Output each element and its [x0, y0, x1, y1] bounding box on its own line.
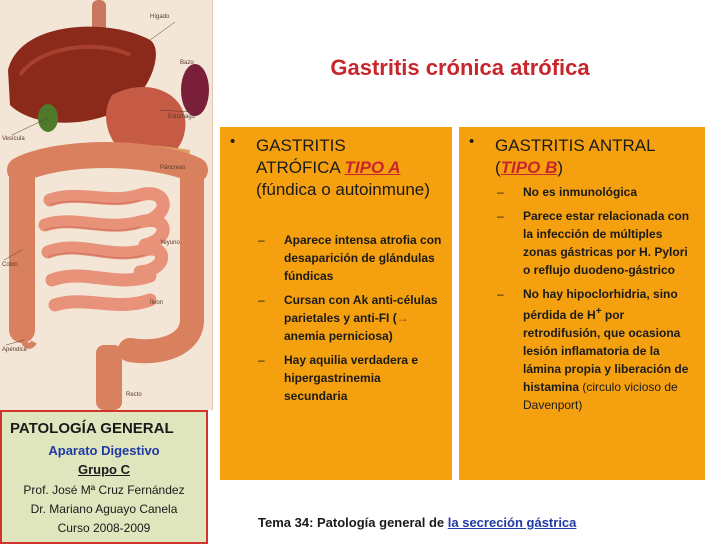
illustration-label: Apéndice: [2, 347, 28, 353]
list-item-text: No hay hipoclorhidria, sino pérdida de H: [523, 287, 678, 322]
panel-gastritis-tipo-a: [220, 127, 452, 480]
course-year: Curso 2008-2009: [57, 521, 151, 535]
heading-line: ATRÓFICA: [256, 158, 345, 177]
dash-icon: –: [258, 233, 265, 247]
slide-footer: [258, 515, 576, 530]
illustration-label: Recto: [126, 392, 142, 398]
dash-icon: –: [497, 209, 504, 223]
list-item-text: Parece estar relacionada con la infección de múltiples zonas gástricas por H. Pylori o reflujo duodeno-gástrico: [523, 209, 690, 277]
footer-text: Tema 34: Patología general de: [258, 515, 448, 530]
slide-title: Gastritis crónica atrófica: [330, 55, 590, 80]
illustration-label: Colon: [2, 262, 18, 268]
list-item: [497, 285, 697, 414]
panel-gastritis-tipo-b: [459, 127, 705, 480]
dash-icon: –: [497, 185, 504, 199]
dash-icon: –: [258, 293, 265, 307]
list-item: [258, 291, 444, 345]
heading-line: GASTRITIS ANTRAL: [495, 136, 656, 155]
heading-line: (fúndica o autoinmune): [256, 180, 430, 199]
course-title: PATOLOGÍA GENERAL: [10, 420, 174, 437]
bullet-icon: •: [230, 133, 236, 150]
panel-a-heading: [256, 135, 446, 201]
list-item: [497, 207, 697, 279]
superscript-plus: +: [595, 306, 602, 317]
dash-icon: –: [258, 353, 265, 367]
illustration-label: Íleon: [150, 300, 164, 306]
footer-link[interactable]: la secreción gástrica: [447, 515, 577, 530]
course-info-box: [0, 410, 208, 544]
illustration-label: Vesícula: [2, 136, 25, 142]
course-subject: Aparato Digestivo: [48, 443, 160, 458]
panel-b-list: [497, 183, 697, 420]
list-item: [497, 183, 697, 201]
list-item-text: anemia perniciosa): [284, 329, 393, 343]
tipo-a-label: TIPO A: [344, 158, 401, 177]
heading-line: GASTRITIS: [256, 136, 346, 155]
list-item-text: Aparece intensa atrofia con desaparición de glándulas fúndicas: [284, 233, 442, 283]
illustration-label: Yeyuno: [160, 240, 180, 246]
heading-paren: (: [495, 158, 501, 177]
heading-paren: ): [557, 158, 564, 177]
panel-b-heading: [495, 135, 700, 179]
list-item-text: por retrodifusión, que ocasiona lesión inflamatoria de la lámina propia y liberación de histamina: [523, 308, 689, 394]
bullet-icon: •: [469, 133, 475, 150]
illustration-label: Hígado: [150, 14, 170, 20]
list-item: [258, 231, 444, 285]
course-group: Grupo C: [78, 462, 130, 477]
arrow-icon: →: [396, 311, 409, 325]
illustration-label: Bazo: [180, 60, 194, 66]
list-item-text: No es inmunológica: [523, 185, 638, 199]
professor-name: Prof. José Mª Cruz Fernández: [23, 483, 185, 497]
illustration-label: Páncreas: [160, 165, 186, 171]
list-item: [258, 351, 444, 405]
list-item-text: Hay aquilia verdadera e hipergastrinemia secundaria: [284, 353, 419, 403]
panel-a-list: [258, 231, 444, 411]
illustration-label: Estómago: [168, 114, 196, 120]
digestive-system-illustration: [0, 0, 213, 410]
tipo-b-label: TIPO B: [500, 158, 558, 177]
dash-icon: –: [497, 287, 504, 301]
list-item-text: (circulo vicioso de Davenport): [523, 380, 678, 412]
doctor-name: Dr. Mariano Aguayo Canela: [30, 502, 178, 516]
list-item-text: Cursan con Ak anti-células parietales y anti-FI (: [284, 293, 438, 325]
